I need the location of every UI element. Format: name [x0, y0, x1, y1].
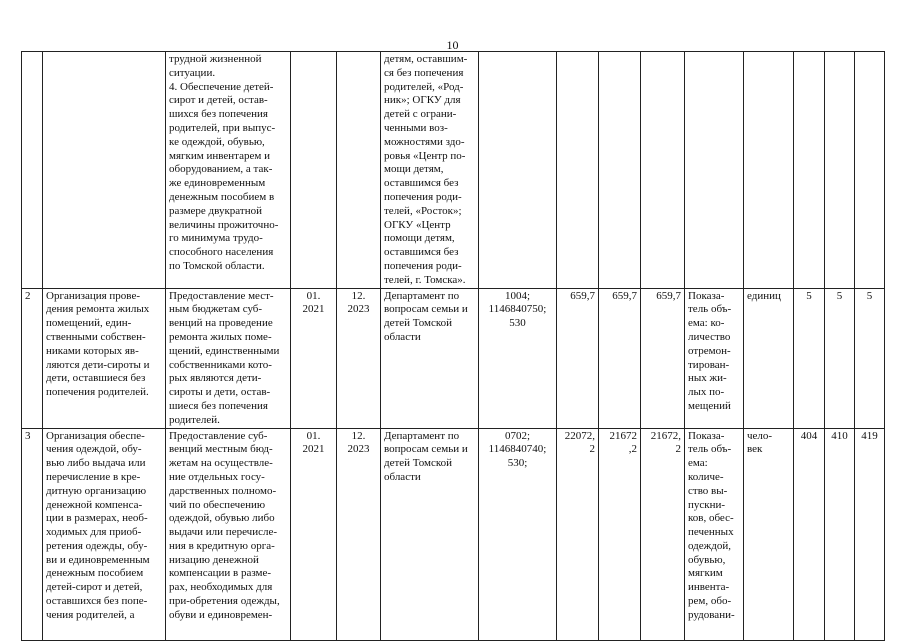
unit-cell: единиц [744, 288, 794, 428]
table-row [22, 428, 885, 640]
row-number-cell [22, 52, 43, 289]
event-content-cell: трудной жизненной ситуации. 4. Обеспечение детей- сирот и детей, остав- шихся без попечения родителей, при выпус- ке одеждой, обувью, мягким инвентарем и оборудованием, а так- же единовременным денежным пособием в размере двукратной величины прожиточно- го минимума трудо- способного населения по Томской области. [166, 52, 291, 289]
page-number: 10 [446, 38, 459, 52]
program-table [21, 51, 885, 641]
event-name-cell: Организация обеспе- чения одеждой, обу- вью либо выдача или перечисление в кре- дитную организацию денежной компенса- ции в размерах, необ- ходимых для приоб- ретения одежды, обу- ви и единовременным денежным пособием детей-сирот и детей, оставшихся без попе- чения родителей, а [43, 428, 166, 640]
end-date-cell: 12. 2023 [337, 288, 381, 428]
unit-cell: чело- век [744, 428, 794, 640]
executor-cell: Департамент по вопросам семьи и детей Томской области [381, 288, 479, 428]
funding-year1-cell [557, 52, 599, 289]
budget-code-cell: 1004; 1146840750; 530 [479, 288, 557, 428]
funding-year1-cell: 22072, 2 [557, 428, 599, 640]
funding-year1-cell: 659,7 [557, 288, 599, 428]
start-date-cell [291, 52, 337, 289]
executor-cell: Департамент по вопросам семьи и детей Томской области [381, 428, 479, 640]
value-year3-cell: 5 [855, 288, 885, 428]
value-year1-cell: 5 [794, 288, 825, 428]
indicator-cell: Показа- тель объ- ема: ко- личество отремон- тирован- ных жи- лых по- мещений [685, 288, 744, 428]
start-date-cell: 01. 2021 [291, 288, 337, 428]
value-year1-cell [794, 52, 825, 289]
funding-year2-cell: 659,7 [599, 288, 641, 428]
funding-year2-cell [599, 52, 641, 289]
row-number-cell: 2 [22, 288, 43, 428]
funding-year3-cell: 659,7 [641, 288, 685, 428]
indicator-cell [685, 52, 744, 289]
table-row [22, 288, 885, 428]
funding-year2-cell: 21672 ,2 [599, 428, 641, 640]
budget-code-cell [479, 52, 557, 289]
executor-cell: детям, оставшим- ся без попечения родителей, «Род- ник»; ОГКУ для детей с ограни- ченными воз- можностями здо- ровья «Центр по- мощи детям, оставшимся без попечения роди- телей, «Росток»; ОГКУ «Центр помощи детям, оставшимся без попечения роди- телей, г. Томска». [381, 52, 479, 289]
funding-year3-cell [641, 52, 685, 289]
value-year3-cell [855, 52, 885, 289]
funding-year3-cell: 21672, 2 [641, 428, 685, 640]
event-name-cell [43, 52, 166, 289]
event-content-cell: Предоставление суб- венций местным бюд- жетам на осуществле- ние отдельных госу- дарственных полномо- чий по обеспечению одеждой, обувью либо выдачи или перечисле- ния в кредитную орга- низацию денежной компенсации в разме- рах, необходимых для при-обретения одежды, обуви и единовремен- [166, 428, 291, 640]
row-number-cell: 3 [22, 428, 43, 640]
value-year2-cell: 5 [825, 288, 855, 428]
value-year2-cell [825, 52, 855, 289]
end-date-cell: 12. 2023 [337, 428, 381, 640]
unit-cell [744, 52, 794, 289]
budget-code-cell: 0702; 1146840740; 530; [479, 428, 557, 640]
value-year2-cell: 410 [825, 428, 855, 640]
table-row [22, 52, 885, 289]
end-date-cell [337, 52, 381, 289]
value-year3-cell: 419 [855, 428, 885, 640]
start-date-cell: 01. 2021 [291, 428, 337, 640]
event-content-cell: Предоставление мест- ным бюджетам суб- венций на проведение ремонта жилых поме- щений, единственными собственниками кото- рых являются дети- сироты и дети, остав- шиеся без попечения родителей. [166, 288, 291, 428]
indicator-cell: Показа- тель объ- ема: количе- ство вы- пускни- ков, обес- печенных одеждой, обувью, мягким инвента- рем, обо- рудовани- [685, 428, 744, 640]
event-name-cell: Организация прове- дения ремонта жилых помещений, един- ственными собствен- никами которых яв- ляются дети-сироты и дети, оставшиеся без попечения родителей. [43, 288, 166, 428]
value-year1-cell: 404 [794, 428, 825, 640]
